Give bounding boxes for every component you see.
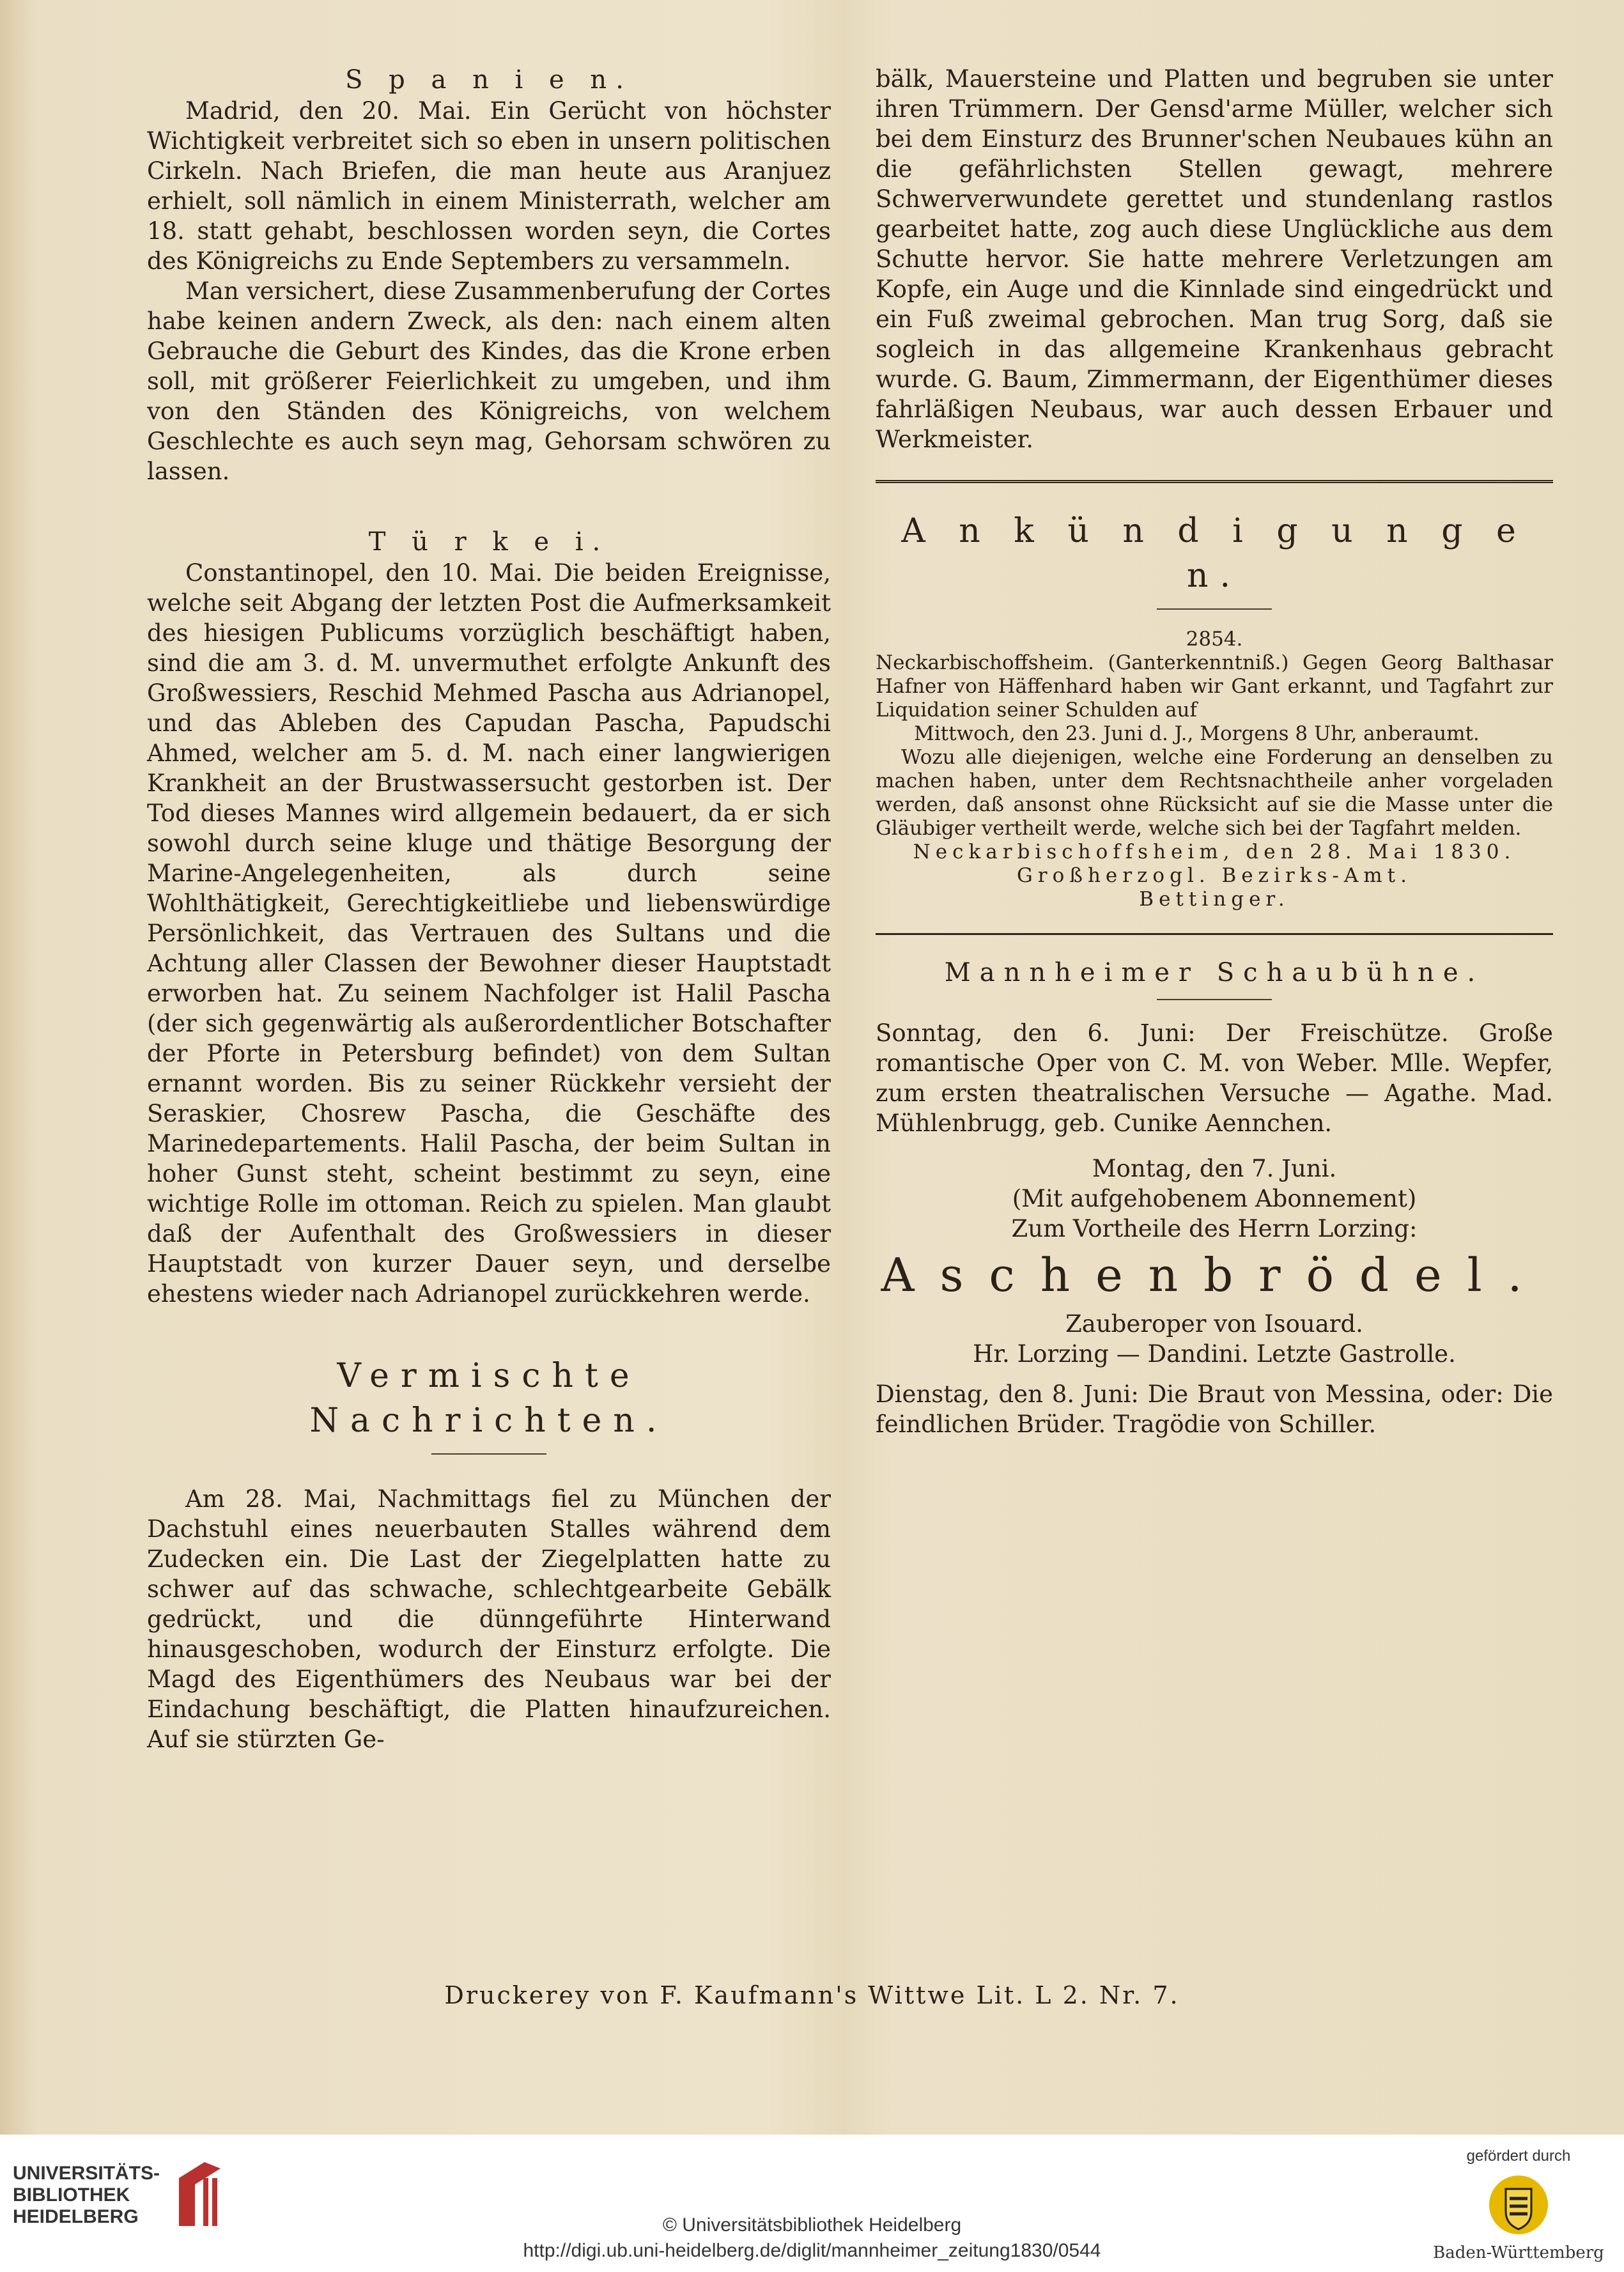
ad-number: 2854. — [1186, 628, 1243, 651]
divider — [876, 933, 1553, 935]
ad-place-date: Neckarbischoffsheim, den 28. Mai 1830. — [913, 840, 1516, 863]
divider — [431, 1453, 546, 1455]
divider — [876, 480, 1553, 483]
spain-paragraph-2: Man versichert, diese Zusammenberufung der Cortes habe keinen andern Zweck, als den: nach einem alten Gebrauche die Geburt des Kindes, das die Krone erben soll, mit größerer Feierlichkeit zu umgeben, und ihm von den Ständen des Königreichs, von welchem Geschlechte es auch seyn mag, Gehorsam schwören zu lassen. — [147, 277, 831, 485]
ad-paragraph-2: Mittwoch, den 23. Juni d. J., Morgens 8 Uhr, anberaumt. — [914, 722, 1480, 745]
copyright-text: © Universitätsbibliothek Heidelberg — [662, 2214, 962, 2236]
tuesday-program: Dienstag, den 8. Juni: Die Braut von Messina, oder: Die feindlichen Brüder. Tragödie von Schiller. — [876, 1380, 1553, 1438]
misc-paragraph-continued: bälk, Mauersteine und Platten und begruben sie unter ihren Trümmern. Der Gensd'arme Müller, welcher sich bei dem Einsturz des Brunner'schen Neubaues kühn an die gefährlichsten Stellen gewagt, mehrere Schwerverwundete gerettet und stundenlang rastlos gearbeitet hatte, zog auch diese Unglückliche aus dem Schutte hervor. Sie hatte mehrere Verletzungen am Kopfe, ein Auge und die Kinnlade sind eingedrückt und ein Fuß zweimal gebrochen. Man trug Sorg, daß sie sogleich in das allgemeine Krankenhaus gebracht wurde. G. Baum, Zimmermann, der Eigenthümer dieses fahrläßigen Neubaus, war auch dessen Erbauer und Werkmeister. — [876, 65, 1553, 453]
announcements-heading: A n k ü n d i g u n g e n. — [901, 512, 1527, 595]
benefit-line: Zum Vortheile des Herrn Lorzing: — [1011, 1215, 1418, 1242]
library-footer-bar — [0, 2135, 1624, 2272]
source-url-link[interactable]: http://digi.ub.uni-heidelberg.de/diglit/mannheimer_zeitung1830/0544 — [523, 2240, 1101, 2261]
divider — [1157, 608, 1272, 610]
funder-logo — [1432, 2147, 1605, 2262]
printer-line: Druckerey von F. Kaufmann's Wittwe Lit. L 2. Nr. 7. — [444, 1981, 1180, 2009]
left-column — [147, 64, 831, 1754]
turkey-heading: T ü r k e i. — [368, 527, 610, 557]
divider — [1157, 999, 1272, 1000]
abonnement-note: (Mit aufgehobenem Abonnement) — [1012, 1185, 1417, 1212]
misc-news-heading: Vermischte Nachrichten. — [309, 1357, 669, 1440]
monday-date: Montag, den 7. Juni. — [1092, 1155, 1337, 1182]
play-title: Aschenbrödel. — [881, 1248, 1548, 1302]
funded-by-label: gefördert durch — [1466, 2147, 1571, 2165]
misc-paragraph-1: Am 28. Mai, Nachmittags fiel zu München der Dachstuhl eines neuerbauten Stalles während dem Zudecken ein. Die Last der Ziegelplatten hatte zu schwer auf das schwache, schlechtgearbeite Gebälk gedrückt, und die dünngeführte Hinterwand hinausgeschoben, wodurch der Einsturz erfolgte. Die Magd des Eigenthümers des Neubaus war bei der Eindachung beschäftigt, die Platten hinaufzureichen. Auf sie stürzten Ge- — [147, 1485, 831, 1753]
sunday-program: Sonntag, den 6. Juni: Der Freischütze. Große romantische Oper von C. M. von Weber. Mlle. Wepfer, zum ersten theatralischen Versuche — Agathe. Mad. Mühlenbrugg, geb. Cunike Aennchen. — [876, 1019, 1553, 1137]
spain-heading: S p a n i e n. — [345, 65, 633, 95]
opera-composer: Zauberoper von Isouard. — [1065, 1310, 1363, 1338]
right-column — [876, 64, 1553, 1439]
ad-signature: Bettinger. — [1139, 888, 1290, 911]
ad-paragraph-1: Neckarbischoffsheim. (Ganterkenntniß.) Gegen Georg Balthasar Hafner von Häffenhard haben wir Gant erkannt, und Tagfahrt zur Liquidation seiner Schulden auf — [876, 651, 1553, 722]
theatre-heading: Mannheimer Schaubühne. — [944, 958, 1485, 987]
spain-paragraph-1: Madrid, den 20. Mai. Ein Gerücht von höchster Wichtigkeit verbreitet sich so eben in unsern politischen Cirkeln. Nach Briefen, die man heute aus Aranjuez erhielt, soll nämlich in einem Ministerrath, welcher am 18. statt gehabt, beschlossen worden seyn, die Cortes des Königreichs zu Ende Septembers zu versammeln. — [147, 97, 831, 275]
ad-office: Großherzogl. Bezirks-Amt. — [1016, 864, 1412, 887]
state-name: Baden-Württemberg — [1433, 2243, 1604, 2262]
library-name: UNIVERSITÄTS- BIBLIOTHEK HEIDELBERG — [13, 2163, 160, 2227]
lorzing-role: Hr. Lorzing — Dandini. Letzte Gastrolle. — [973, 1340, 1456, 1368]
ad-paragraph-3: Wozu alle diejenigen, welche eine Forderung an denselben zu machen haben, unter dem Rechtsnachtheile anher vorgeladen werden, daß ansonst ohne Rücksicht auf sie die Masse unter die Gläubiger vertheilt werde, welche sich bei der Tagfahrt melden. — [876, 746, 1553, 840]
turkey-paragraph-1: Constantinopel, den 10. Mai. Die beiden Ereignisse, welche seit Abgang der letzten Post die Aufmerksamkeit des hiesigen Publicums vorzüglich beschäftigt haben, sind die am 3. d. M. unvermuthet erfolgte Ankunft des Großwessiers, Reschid Mehmed Pascha aus Adrianopel, und das Ableben des Capudan Pascha, Papudschi Ahmed, welcher am 5. d. M. nach einer langwierigen Krankheit an der Brustwassersucht gestorben ist. Der Tod dieses Mannes wird allgemein bedauert, da er sich sowohl durch seine kluge und thätige Besorgung der Marine-Angelegenheiten, als durch seine Wohlthätigkeit, Gerechtigkeitliebe und liebenswürdige Persönlichkeit, das Vertrauen des Sultans und die Achtung aller Classen der Bewohner dieser Hauptstadt erworben hat. Zu seinem Nachfolger ist Halil Pascha (der sich gegenwärtig als außerordentlicher Botschafter der Pforte in Petersburg befindet) von dem Sultan ernannt worden. Bis zu seiner Rückkehr versieht der Seraskier, Chosrew Pascha, die Geschäfte des Marinedepartements. Halil Pascha, der beim Sultan in hoher Gunst steht, scheint bestimmt zu seyn, eine wichtige Rolle im ottoman. Reich zu spielen. Man glaubt daß der Aufenthalt des Großwessiers in dieser Hauptstadt von kurzer Dauer seyn, und derselbe ehestens wieder nach Adrianopel zurückkehren werde. — [147, 559, 831, 1308]
state-coat-of-arms-icon — [1487, 2173, 1551, 2237]
